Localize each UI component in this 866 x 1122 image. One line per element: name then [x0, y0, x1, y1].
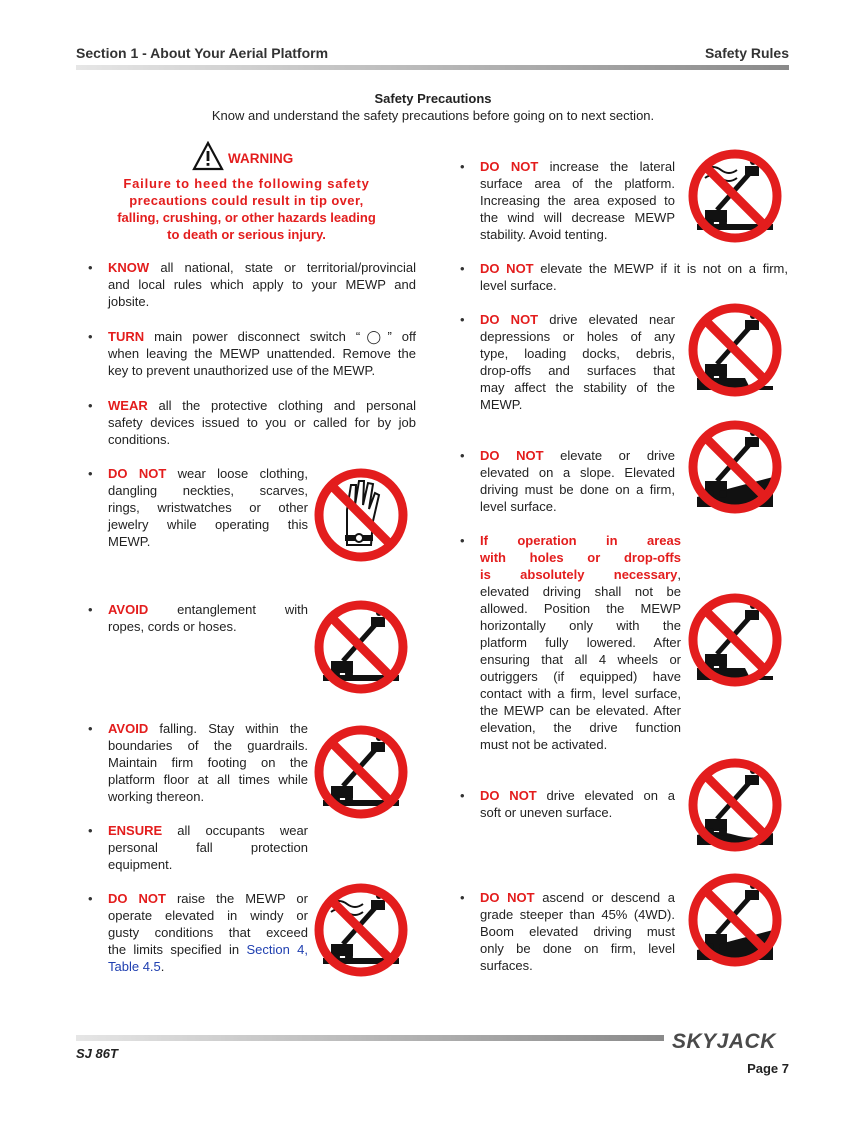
item-text: ropes, cords or hoses. — [108, 619, 237, 634]
safety-item — [108, 720, 308, 805]
safety-item — [108, 465, 308, 550]
item-text: all national, state or territorial/provincial — [149, 260, 416, 275]
no-entanglement-sign — [312, 598, 410, 696]
item-text: depressions or holes of any — [480, 329, 675, 344]
page-title: Safety Precautions — [374, 91, 492, 106]
item-text: Boom elevated driving must — [480, 924, 675, 939]
item-text: type, loading docks, debris, — [480, 346, 675, 361]
bullet-marker: • — [88, 891, 93, 906]
item-text: dangling neckties, scarves, — [108, 483, 308, 498]
item-text: horizontally only with the — [480, 618, 681, 633]
safety-item — [108, 259, 416, 310]
item-keyword: DO NOT — [108, 891, 166, 906]
item-text: level surface. — [480, 278, 557, 293]
no-falling-sign — [312, 723, 410, 821]
safety-item — [108, 328, 416, 379]
item-text: raise the MEWP or — [165, 891, 308, 906]
item-keyword: AVOID — [108, 721, 149, 736]
skyjack-logo: SKYJACK — [672, 1030, 776, 1053]
item-keyword: KNOW — [108, 260, 150, 275]
item-text: soft or uneven surface. — [480, 805, 613, 820]
page-number: Page 7 — [747, 1061, 789, 1076]
no-slope-sign — [686, 418, 784, 516]
item-keyword: DO NOT — [480, 448, 544, 463]
item-keyword: with holes or drop-offs — [480, 550, 681, 565]
bullet-marker: • — [88, 721, 93, 736]
item-text: all the protective clothing and personal — [147, 398, 416, 413]
item-text: working thereon. — [108, 789, 205, 804]
safety-item — [108, 890, 308, 975]
item-text: driving must be done on a firm, — [480, 482, 675, 497]
no-tenting-sign — [686, 147, 784, 245]
bullet-marker: • — [88, 823, 93, 838]
item-text: grade steeper than 45% (4WD). — [480, 907, 675, 922]
item-text: Maintain firm footing on the — [108, 755, 308, 770]
item-keyword: TURN — [108, 329, 145, 344]
item-text: when leaving the MEWP unattended. Remove the — [108, 346, 416, 361]
item-text: MEWP. — [480, 397, 523, 412]
item-text: allowed. Position the MEWP — [480, 601, 681, 616]
item-text: contact with a firm, level surface, — [480, 686, 681, 701]
item-text: drop-offs and surfaces that — [480, 363, 675, 378]
item-text: elevate or drive — [543, 448, 675, 463]
item-keyword: WEAR — [108, 398, 148, 413]
item-text: safety devices issued to you or called for by job — [108, 415, 416, 430]
no-soft-surface-sign — [686, 756, 784, 854]
safety-item — [480, 787, 675, 821]
item-text: surfaces. — [480, 958, 533, 973]
item-text: wear loose clothing, — [166, 466, 308, 481]
item-keyword: DO NOT — [480, 890, 535, 905]
header-chapter: Safety Rules — [704, 45, 789, 61]
item-text: . — [160, 959, 165, 974]
no-depressions-sign — [686, 301, 784, 399]
bullet-marker: • — [460, 788, 465, 803]
item-text: elevated on a slope. Elevated — [480, 465, 675, 480]
bullet-marker: • — [460, 448, 465, 463]
bullet-marker: • — [88, 398, 93, 413]
bullet-marker: • — [460, 312, 465, 327]
item-text: falling. Stay within the — [148, 721, 308, 736]
item-text: entanglement with — [148, 602, 308, 617]
item-keyword: DO NOT — [480, 312, 539, 327]
item-text: outriggers (if equipped) have — [480, 669, 681, 684]
bullet-marker: • — [88, 466, 93, 481]
no-steep-grade-sign — [686, 871, 784, 969]
item-text: drive elevated near — [538, 312, 675, 327]
item-text: equipment. — [108, 857, 173, 872]
item-text: level surface. — [480, 499, 557, 514]
item-text: elevation, the drive function — [480, 720, 681, 735]
item-text: elevated driving shall not be — [480, 584, 681, 599]
item-text: all occupants wear — [162, 823, 308, 838]
item-text: key to prevent unauthorized use of the MEWP. — [108, 363, 376, 378]
item-text: platform fully lowered. After — [480, 635, 681, 650]
warning-label: WARNING — [228, 151, 294, 166]
safety-item — [480, 889, 675, 974]
page-subtitle: Know and understand the safety precautions before going on to next section. — [211, 108, 655, 123]
item-keyword: AVOID — [108, 602, 149, 617]
item-text: drive elevated on a — [536, 788, 675, 803]
table-link[interactable]: Table 4.5 — [108, 959, 161, 974]
bullet-marker: • — [460, 890, 465, 905]
item-text: ascend or descend a — [534, 890, 675, 905]
warning-text: Failure to heed the following safety precautions could result in tip over, falling, crushing, or other hazards leading to death or serious injury. — [117, 176, 376, 242]
item-keyword: is absolutely necessary — [480, 567, 678, 582]
item-text: must not be activated. — [480, 737, 608, 752]
safety-item — [108, 601, 308, 635]
item-text: jewelry while operating this — [108, 517, 308, 532]
safety-item — [108, 822, 308, 873]
bullet-marker: • — [88, 602, 93, 617]
item-text: rings, wristwatches or other — [108, 500, 308, 515]
item-text: platform floor at all times while — [108, 772, 308, 787]
item-keyword: DO NOT — [108, 466, 167, 481]
item-keyword: DO NOT — [480, 788, 537, 803]
safety-item — [480, 311, 675, 413]
item-text: boundaries of the guardrails. — [108, 738, 308, 753]
item-text: elevate the MEWP if it is not on a firm, — [533, 261, 788, 276]
item-text: Increasing the area exposed to — [480, 193, 675, 208]
bullet-marker: • — [460, 159, 465, 174]
item-keyword: If operation in areas — [480, 533, 681, 548]
item-text: gusty conditions that exceed — [108, 925, 308, 940]
item-text: , — [677, 567, 681, 582]
warning-triangle-icon — [192, 141, 224, 171]
item-text: the MEWP can be elevated. After — [480, 703, 681, 718]
no-jewelry-sign — [312, 466, 410, 564]
header-rule — [76, 65, 789, 70]
no-wind-sign — [312, 881, 410, 979]
item-text: conditions. — [108, 432, 171, 447]
section-link[interactable]: Section 4, — [246, 942, 308, 957]
item-text: main power disconnect switch “◯” off — [144, 329, 416, 344]
item-keyword: DO NOT — [480, 261, 534, 276]
bullet-marker: • — [88, 260, 93, 275]
bullet-marker: • — [460, 533, 465, 548]
safety-item — [480, 532, 681, 753]
safety-item — [108, 397, 416, 448]
safety-item — [480, 158, 675, 243]
item-text: increase the lateral — [538, 159, 676, 174]
item-text: stability. Avoid tenting. — [480, 227, 608, 242]
item-keyword: DO NOT — [480, 159, 539, 174]
safety-item — [480, 260, 788, 294]
footer-rule — [76, 1035, 664, 1041]
item-text: surface area of the platform. — [480, 176, 675, 191]
safety-item — [480, 447, 675, 515]
bullet-marker: • — [460, 261, 465, 276]
item-text: only be done on firm, level — [480, 941, 675, 956]
header-section: Section 1 - About Your Aerial Platform — [76, 45, 329, 61]
item-text: the wind will decrease MEWP — [480, 210, 675, 225]
item-text: MEWP. — [108, 534, 151, 549]
item-text: may affect the stability of the — [480, 380, 675, 395]
item-keyword: ENSURE — [108, 823, 163, 838]
item-text: the limits specified in — [108, 942, 247, 957]
bullet-marker: • — [88, 329, 93, 344]
item-text: personal fall protection — [108, 840, 308, 855]
item-text: jobsite. — [108, 294, 150, 309]
no-dropoff-sign — [686, 591, 784, 689]
model-name: SJ 86T — [76, 1046, 118, 1061]
item-text: and local rules which apply to your MEWP and — [108, 277, 416, 292]
item-text: ensuring that all 4 wheels or — [480, 652, 681, 667]
item-text: operate elevated in windy or — [108, 908, 308, 923]
